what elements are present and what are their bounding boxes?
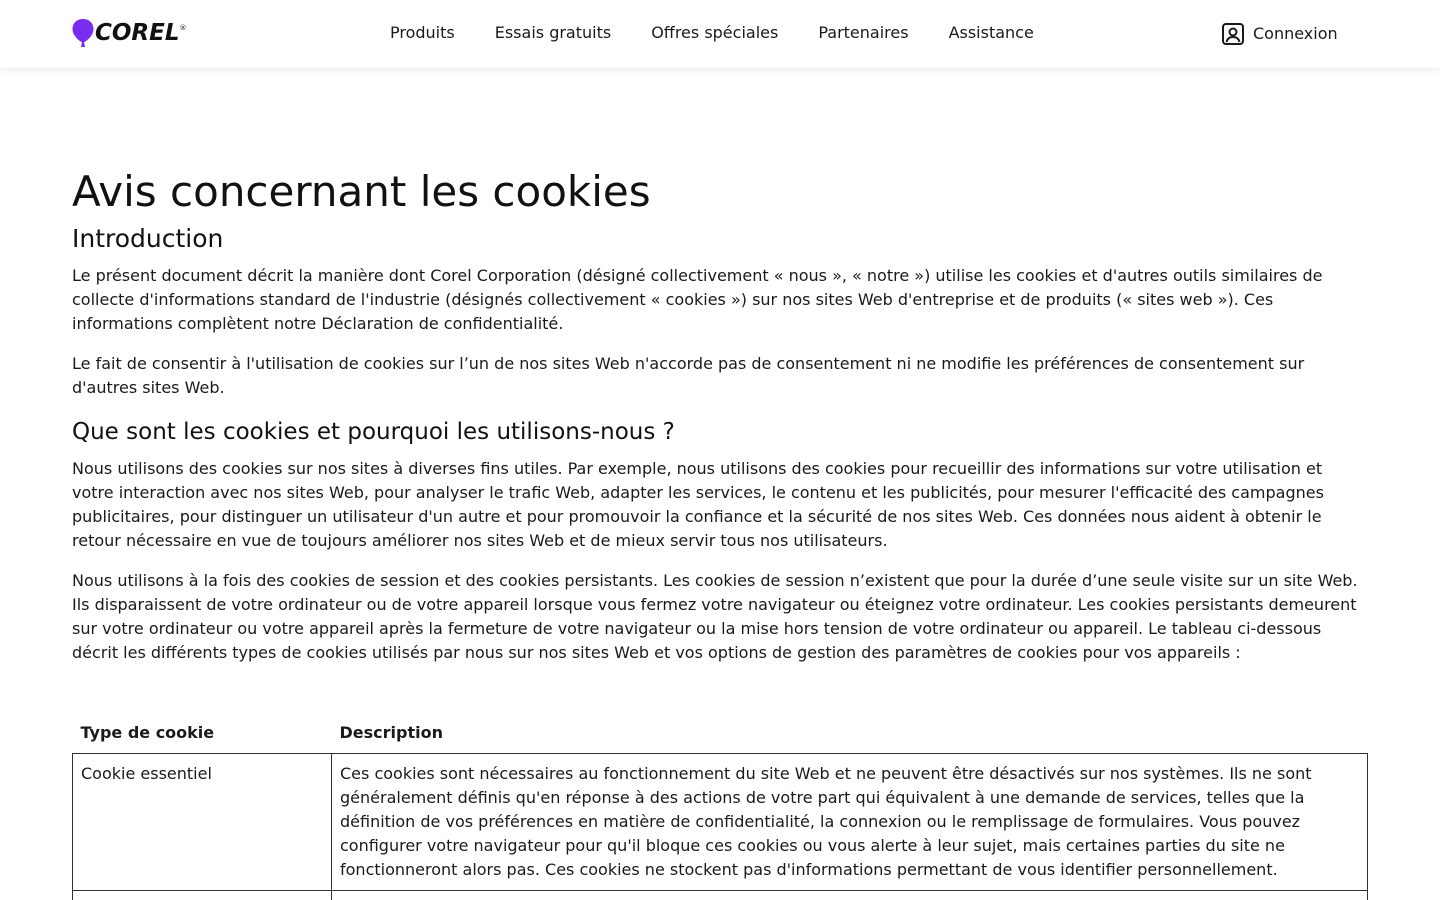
cookie-description-cell: [332, 891, 1368, 900]
what-are-cookies-paragraph-1: Nous utilisons des cookies sur nos sites à diverses fins utiles. Par exemple, nous utilisons des cookies pour recueillir des informations sur votre utilisation et votre interaction avec nos sites Web, pour analyser le trafic Web, adapter les services, le contenu et les publicités, pour mesurer l'efficacité des campagnes publicitaires, pour distinguer un utilisateur d'un autre et pour promouvoir la confiance et la sécurité de nos sites Web. Ces données nous aident à obtenir le retour nécessaire en vue de toujours améliorer nos sites Web et de mieux servir tous nos utilisateurs.: [72, 459, 1324, 550]
balloon-icon: [72, 18, 94, 48]
nav-item-offres-speciales[interactable]: Offres spéciales: [651, 22, 779, 42]
table-row: [73, 754, 1368, 891]
cookie-type-cell: [73, 891, 332, 900]
login-label: Connexion: [1253, 24, 1338, 43]
column-header-type: Type de cookie: [80, 723, 215, 742]
table-header-row: [73, 717, 1368, 754]
nav-item-assistance[interactable]: Assistance: [948, 22, 1034, 42]
column-header-description: Description: [339, 723, 443, 742]
what-are-cookies-paragraph-2: Nous utilisons à la fois des cookies de session et des cookies persistants. Les cookies de session n’existent que pour la durée d’une seule visite sur un site Web. Ils disparaissent de votre ordinateur ou de votre appareil lorsque vous fermez votre navigateur ou éteignez votre ordinateur. Les cookies persistants demeurent sur votre ordinateur ou votre appareil après la fermeture de votre navigateur ou la mise hors tension de votre ordinateur ou appareil. Le tableau ci-dessous décrit les différents types de cookies utilisés par nous sur nos sites Web et vos options de gestion des paramètres de cookies pour vos appareils :: [72, 571, 1358, 662]
table-row: [73, 891, 1368, 900]
site-header: [0, 0, 1440, 68]
cookie-type-cell: Cookie essentiel: [73, 754, 332, 891]
nav-item-partenaires[interactable]: Partenaires: [818, 22, 909, 42]
cookie-description-cell: Ces cookies sont nécessaires au fonctionnement du site Web et ne peuvent être désactivés sur nos systèmes. Ils ne sont généralement définis qu'en réponse à des actions de votre part qui équivalent à une demande de services, telles que la définition de vos préférences en matière de confidentialité, la connexion ou le remplissage de formulaires. Vous pouvez configurer votre navigateur pour qu'il bloque ces cookies ou vous alerte à leur sujet, mais certaines parties du site ne fonctionneront alors pas. Ces cookies ne stockent pas d'informations permettant de vous identifier personnellement.: [332, 754, 1368, 891]
nav-item-essais-gratuits[interactable]: Essais gratuits: [494, 22, 612, 42]
intro-heading: Introduction: [72, 224, 224, 253]
user-account-icon: [1222, 23, 1244, 45]
intro-paragraph-1: Le présent document décrit la manière dont Corel Corporation (désigné collectivement « nous », « notre ») utilise les cookies et d'autres outils similaires de collecte d'informations standard de l'industrie (désignés collectivement « cookies ») sur nos sites Web d'entreprise et de produits (« sites web »). Ces informations complètent notre Déclaration de confidentialité.: [72, 266, 1323, 333]
what-are-cookies-heading: Que sont les cookies et pourquoi les utilisons-nous ?: [72, 419, 675, 445]
login-button[interactable]: [1222, 22, 1338, 46]
nav-item-produits[interactable]: Produits: [390, 22, 455, 42]
logo-wordmark: COREL: [95, 20, 180, 46]
logo-registered-mark: ®: [179, 24, 187, 32]
cookie-types-table: [72, 717, 1368, 900]
main-nav: [390, 0, 1074, 64]
intro-paragraph-2: Le fait de consentir à l'utilisation de cookies sur l’un de nos sites Web n'accorde pas de consentement ni ne modifie les préférences de consentement sur d'autres sites Web.: [72, 354, 1305, 397]
page-title: Avis concernant les cookies: [72, 167, 651, 216]
corel-logo[interactable]: [72, 18, 187, 48]
